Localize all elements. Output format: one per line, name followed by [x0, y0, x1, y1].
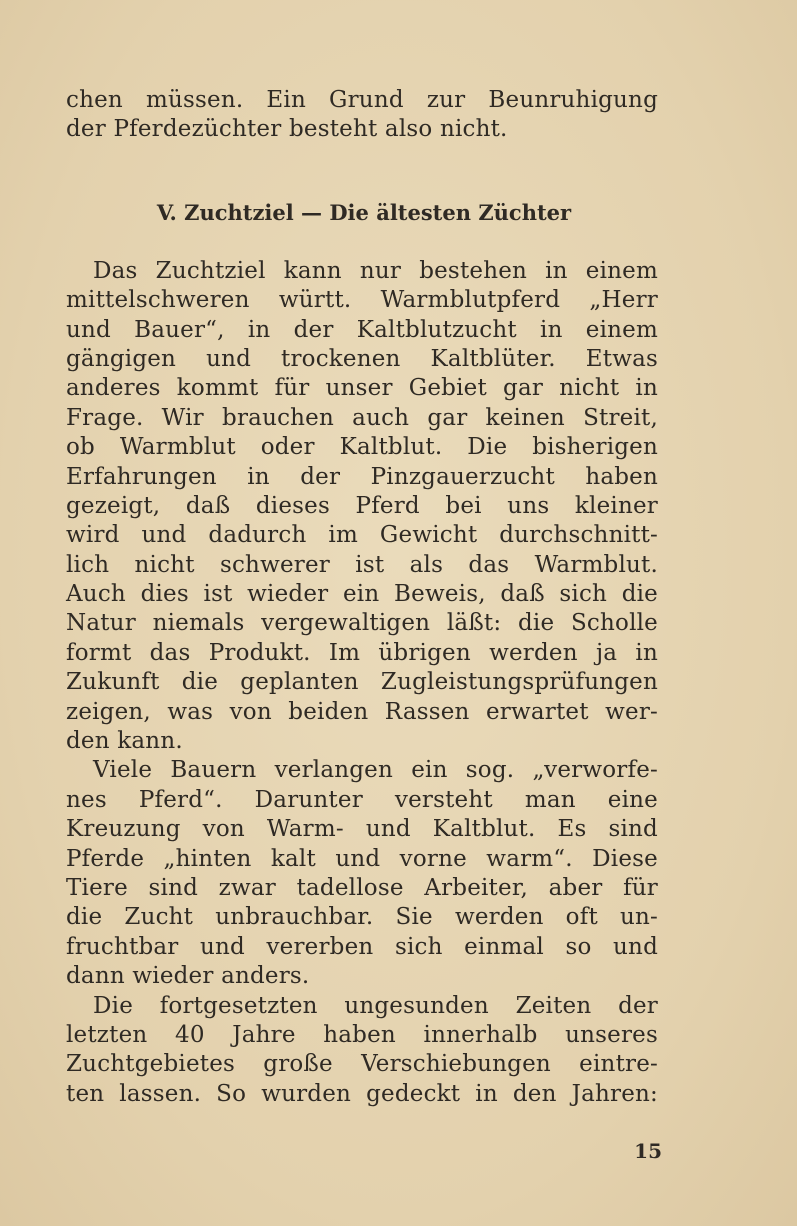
text-line: ten lassen. So wurden gedeckt in den Jahren:	[66, 1080, 658, 1107]
paragraph-breeding-goal	[66, 257, 658, 757]
text-line: fruchtbar und vererben sich einmal so und	[66, 933, 658, 960]
text-line: und Bauer“, in der Kaltblutzucht in einem	[66, 316, 658, 343]
text-line: letzten 40 Jahre haben innerhalb unseres	[66, 1021, 658, 1048]
text-line: zeigen, was von beiden Rassen erwartet wer-	[66, 698, 658, 725]
text-line: Kreuzung von Warm- und Kaltblut. Es sind	[66, 816, 658, 843]
paragraph-breeding-shifts	[66, 992, 658, 1110]
text-line: Natur niemals vergewaltigen läßt: die Scholle	[66, 610, 658, 637]
text-line: dann wieder anders.	[66, 963, 310, 990]
text-line: formt das Produkt. Im übrigen werden ja in	[66, 639, 658, 666]
text-line: ob Warmblut oder Kaltblut. Die bisherigen	[66, 434, 658, 461]
section-heading: V. Zuchtziel — Die ältesten Züchter	[156, 199, 572, 225]
text-line: der Pferdezüchter besteht also nicht.	[66, 116, 508, 143]
text-line: lich nicht schwerer ist als das Warmblut.	[66, 551, 658, 578]
text-line: Erfahrungen in der Pinzgauerzucht haben	[66, 463, 658, 490]
text-line: den kann.	[66, 728, 183, 755]
text-line: anderes kommt für unser Gebiet gar nicht in	[66, 375, 658, 402]
paragraph-crossbred-horse	[66, 756, 658, 991]
text-line: nes Pferd“. Darunter versteht man eine	[66, 786, 658, 813]
text-line: Zukunft die geplanten Zugleistungsprüfungen	[66, 669, 658, 696]
page-number: 15	[634, 1139, 662, 1163]
text-line: gezeigt, daß dieses Pferd bei uns kleiner	[66, 492, 658, 519]
text-line: Tiere sind zwar tadellose Arbeiter, aber für	[66, 874, 658, 901]
text-line: Viele Bauern verlangen ein sog. „verworfe-	[93, 757, 658, 784]
text-line: Frage. Wir brauchen auch gar keinen Streit,	[66, 404, 658, 431]
text-line: Pferde „hinten kalt und vorne warm“. Diese	[66, 845, 658, 872]
text-line: gängigen und trockenen Kaltblüter. Etwas	[66, 345, 658, 372]
text-line: Zuchtgebietes große Verschiebungen eintre-	[66, 1051, 658, 1078]
text-line: Das Zuchtziel kann nur bestehen in einem	[93, 257, 658, 284]
page-text-block	[66, 86, 658, 1109]
text-line: mittelschweren württ. Warmblutpferd „Herr	[66, 287, 658, 314]
text-line: chen müssen. Ein Grund zur Beunruhigung	[66, 87, 658, 113]
text-line: Die fortgesetzten ungesunden Zeiten der	[93, 992, 658, 1019]
text-line: die Zucht unbrauchbar. Sie werden oft un-	[66, 904, 658, 931]
text-line: Auch dies ist wieder ein Beweis, daß sich die	[66, 581, 658, 608]
opening-paragraph	[66, 86, 658, 145]
text-line: wird und dadurch im Gewicht durchschnitt-	[66, 522, 658, 549]
